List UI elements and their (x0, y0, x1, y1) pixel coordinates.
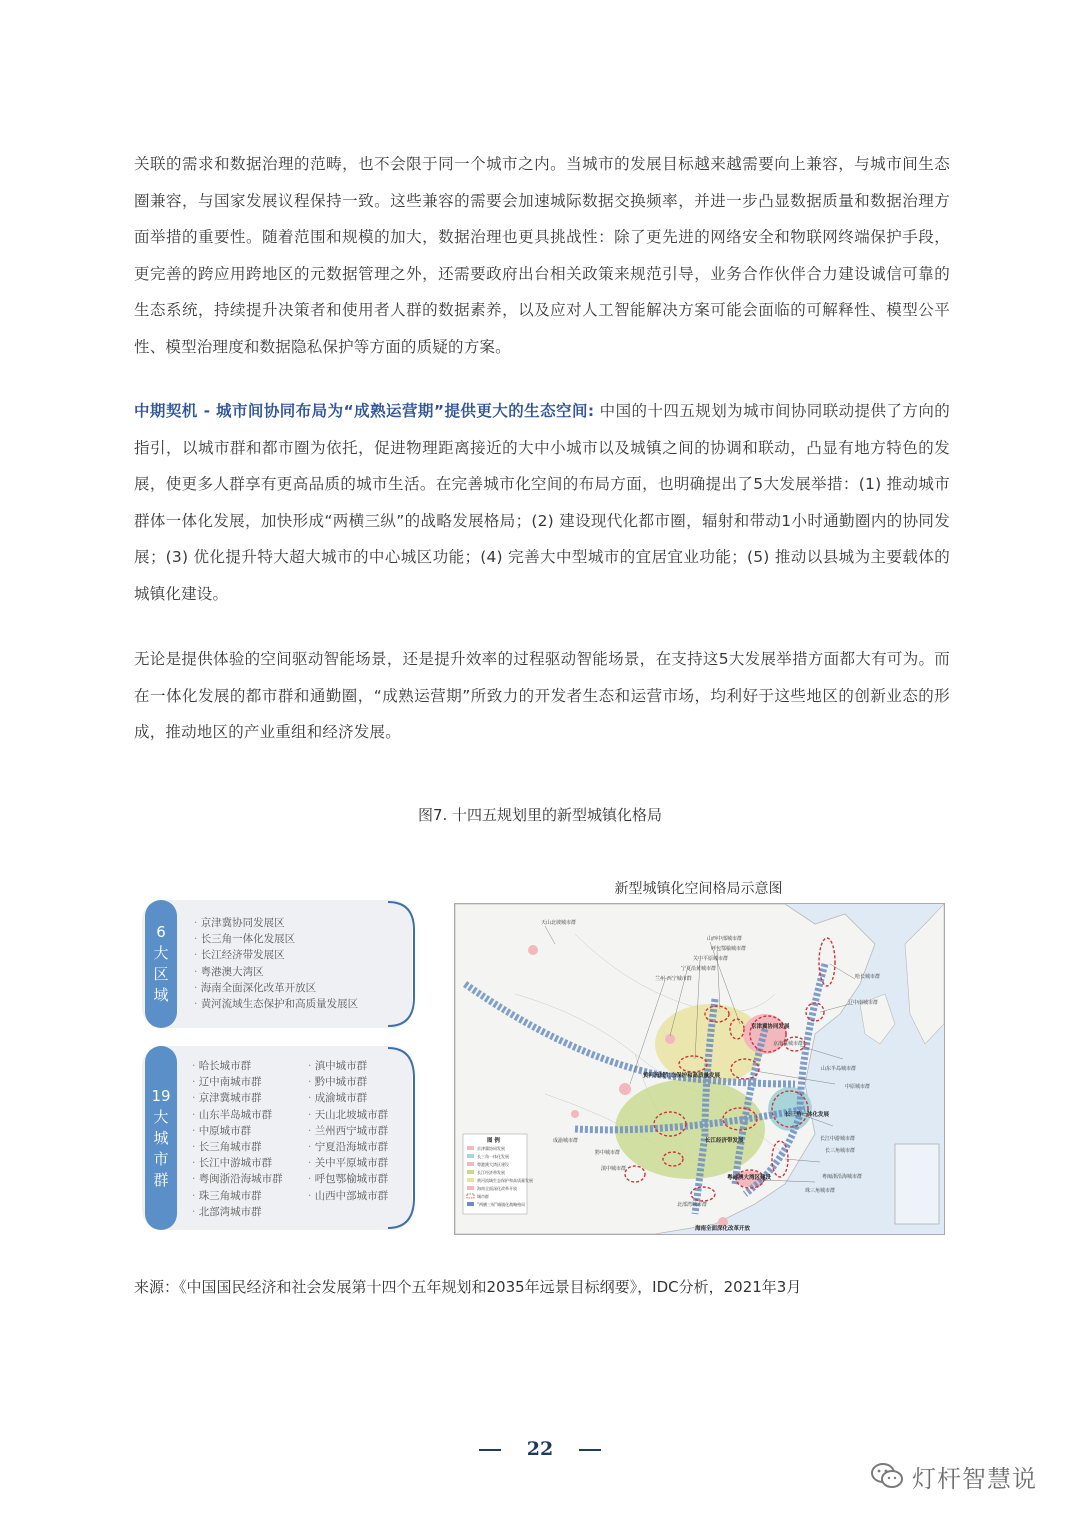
label-shanxi: 山西中部城市群 (707, 936, 743, 942)
six-regions-panel (142, 900, 416, 1028)
figure-title: 图7. 十四五规划里的新型城镇化格局 (417, 806, 663, 824)
six-regions-tab (145, 900, 177, 1028)
list-item: · 宁夏沿海城市群 (308, 1139, 388, 1155)
pager-dash-right (579, 1449, 601, 1451)
label-huanghe: 黄河流域生态保护和高质量发展 (643, 1073, 721, 1079)
list-item: · 黔中城市群 (308, 1074, 388, 1090)
paragraph-data-governance: 关联的需求和数据治理的范畴，也不会限于同一个城市之内。当城市的发展目标越来越需要向上兼容，与城市间生态圈兼容，与国家发展议程保持一致。这些兼容的需要会加速城际数据交换频率，并进一步凸显数据质量和数据治理方面举措的重要性。随着范围和规模的加大，数据治理也更具挑战性：除了更先进的网络安全和物联网终端保护手段，更完善的跨应用跨地区的元数据管理之外，还需要政府出台相关政策来规范引导，业务合作伙伴合力建设诚信可靠的生态系统，持续提升决策者和使用者人群的数据素养，以及应对人工智能解决方案可能会面临的可解释性、模型公平性、模型治理度和数据隐私保护等方面的质疑的方案。 (134, 155, 950, 356)
label-chengyu: 成渝城市群 (553, 1138, 579, 1144)
list-item: · 山东半岛城市群 (192, 1107, 283, 1123)
list-item: · 黄河流域生态保护和高质量发展区 (194, 996, 358, 1012)
regions-list (194, 915, 358, 1012)
list-item: · 粤港澳大湾区 (194, 964, 358, 980)
paragraph-mid-term (134, 393, 950, 612)
legend-item: 城市群 (477, 1194, 489, 1199)
legend-item: 长三角一体化发展 (477, 1154, 509, 1159)
urbanization-map (454, 903, 945, 1235)
legend-item: “两横三纵”城镇化战略格局 (477, 1202, 526, 1207)
wechat-icon (870, 1461, 904, 1491)
list-item: · 呼包鄂榆城市群 (308, 1171, 388, 1187)
label-dianzhong: 滇中城市群 (601, 1166, 627, 1172)
panel-bracket (386, 900, 416, 1028)
map-svg (455, 904, 944, 1234)
label-jjj-cluster: 京津冀城市群 (773, 1041, 804, 1047)
legend-item: 长江经济带发展 (477, 1170, 505, 1175)
label-csj-cluster: 长三角城市群 (825, 1148, 856, 1154)
tab-char: 群 (153, 1170, 169, 1189)
legend-item: 粤港澳大湾区建设 (477, 1162, 509, 1167)
list-item: · 中原城市群 (192, 1123, 283, 1139)
cluster-tianshan (528, 945, 538, 955)
label-changjiang: 长江经济带发展 (705, 1138, 744, 1144)
label-jingjinji: 京津冀协同发展 (751, 1024, 790, 1030)
page-number: 22 (526, 1438, 554, 1460)
label-qianzhong: 黔中城市群 (595, 1150, 621, 1156)
label-tianshan: 天山北坡城市群 (541, 920, 577, 926)
tab-char: 区 (153, 965, 169, 983)
label-guanzhong: 关中平原城市群 (693, 956, 729, 962)
list-item: · 海南全面深化改革开放区 (194, 980, 358, 996)
tab-char: 6 (156, 923, 166, 941)
list-item: · 长三角城市群 (192, 1139, 283, 1155)
clusters-list-col2 (308, 1058, 388, 1204)
list-item: · 北部湾城市群 (192, 1204, 283, 1220)
panel-bracket (386, 1046, 416, 1230)
list-item: · 京津冀城市群 (192, 1090, 283, 1106)
list-item: · 粤闽浙沿海城市群 (192, 1171, 283, 1187)
tab-char: 城 (153, 1128, 169, 1147)
mid-term-lead: 中期契机 - 城市间协同布局为“成熟运营期”提供更大的生态空间: (134, 402, 595, 420)
mid-term-body: 中国的十四五规划为城市间协同联动提供了方向的指引，以城市群和都市圈为依托，促进物理距离接近的大中小城市以及城镇之间的协调和联动，凸显有地方特色的发展，使更多人群享有更高品质的城市生活。在完善城市化空间的布局方面，也明确提出了5大发展举措：(1) 推动城市群体一体化发展，加快形成“两横三纵”的战略发展格局；(2) 建设现代化都市圈，辐射和带动1小时通勤圈内的协同发展；(3) 优化提升特大超大城市的中心城区功能；(4) 完善大中型城市的宜居宜业功能；(5) 推动以县城为主要载体的城镇化建设。 (134, 402, 950, 603)
tab-char: 市 (153, 1149, 169, 1168)
label-zhongyuan: 中原城市群 (845, 1084, 871, 1090)
xizang-marker (571, 1110, 579, 1118)
label-hainan: 海南全面深化改革开放 (695, 1226, 751, 1232)
list-item: · 山西中部城市群 (308, 1188, 388, 1204)
label-ningxia: 宁夏沿黄城市群 (681, 966, 717, 972)
label-changsanjiao: 长三角一体化发展 (785, 1112, 830, 1118)
pager-dash-left (479, 1449, 501, 1451)
nineteen-clusters-tab (145, 1046, 177, 1230)
watermark-text: 灯杆智慧说 (912, 1464, 1037, 1493)
south-sea-inset (895, 1144, 939, 1224)
label-yuemin: 粤闽浙沿海城市群 (822, 1174, 863, 1180)
list-item: · 成渝城市群 (308, 1090, 388, 1106)
list-item: · 关中平原城市群 (308, 1155, 388, 1171)
tab-char: 大 (153, 944, 169, 962)
list-item: · 长江中游城市群 (192, 1155, 283, 1171)
clusters-list-col1 (192, 1058, 283, 1220)
label-shandong: 山东半岛城市群 (821, 1066, 857, 1072)
list-item: · 京津冀协同发展区 (194, 915, 358, 931)
legend-item: 海南全面深化改革开放 (477, 1186, 517, 1191)
map-title: 新型城镇化空间格局示意图 (614, 881, 783, 897)
label-changzhong: 长江中游城市群 (820, 1136, 856, 1142)
paragraph-scenarios: 无论是提供体验的空间驱动智能场景，还是提升效率的过程驱动智能场景，在支持这5大发展举措方面都大有可为。而在一体化发展的都市群和通勤圈，“成熟运营期”所致力的开发者生态和运营市场，均利好于这些地区的创新业态的形成，推动地区的产业重组和经济发展。 (134, 650, 950, 741)
list-item: · 长三角一体化发展区 (194, 931, 358, 947)
label-yuegang: 粤港澳大湾区建设 (727, 1175, 772, 1181)
nineteen-clusters-panel (142, 1046, 416, 1230)
list-item: · 珠三角城市群 (192, 1188, 283, 1204)
legend-item: 黄河流域生态保护和高质量发展 (477, 1178, 533, 1183)
label-beibuwan: 北部湾城市群 (677, 1202, 708, 1208)
map-legend (463, 1134, 533, 1214)
wechat-watermark (870, 1456, 1037, 1496)
tab-char: 大 (153, 1107, 169, 1126)
list-item: · 哈长城市群 (192, 1058, 283, 1074)
label-liaozhong: 辽中南城市群 (848, 1000, 879, 1006)
label-zhusanjiao: 珠三角城市群 (805, 1188, 836, 1194)
list-item: · 天山北坡城市群 (308, 1107, 388, 1123)
list-item: · 滇中城市群 (308, 1058, 388, 1074)
label-lanxi: 兰州-西宁城市群 (655, 976, 692, 982)
legend-item: 京津冀协同发展 (477, 1146, 505, 1151)
tab-char: 19 (151, 1086, 171, 1105)
source-note: 来源：《中国国民经济和社会发展第十四个五年规划和2035年远景目标纲要》，IDC分析，2021年3月 (134, 1278, 802, 1296)
tab-char: 域 (153, 986, 169, 1004)
list-item: · 长江经济带发展区 (194, 947, 358, 963)
legend-title: 图 例 (487, 1138, 500, 1144)
label-hachang: 哈长城市群 (855, 974, 881, 980)
cluster-lanxi (619, 1083, 631, 1095)
list-item: · 辽中南城市群 (192, 1074, 283, 1090)
label-hubao: 呼包鄂榆城市群 (711, 946, 747, 952)
list-item: · 兰州西宁城市群 (308, 1123, 388, 1139)
